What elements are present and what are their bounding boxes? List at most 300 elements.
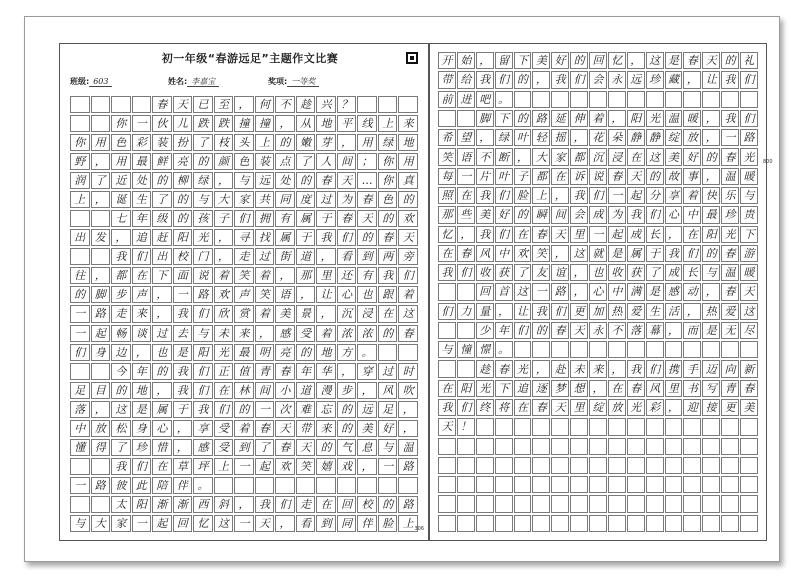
- grid-cell: ，: [702, 129, 720, 146]
- grid-cell: 家: [234, 191, 254, 208]
- grid-cell: 乐: [721, 187, 739, 204]
- grid-cell: 脸: [514, 187, 532, 204]
- right-page-number: 800: [763, 159, 773, 165]
- grid-cell: 的: [316, 439, 336, 456]
- grid-cell: 们: [495, 71, 513, 88]
- grid-cell: [551, 495, 569, 512]
- grid-cell: 叶: [495, 168, 513, 185]
- grid-cell: 沉: [589, 148, 607, 165]
- grid-cell: 带: [438, 71, 456, 88]
- grid-cell: 色: [111, 134, 131, 151]
- grid-cell: 下: [740, 226, 758, 243]
- grid-cell: 们: [457, 264, 475, 281]
- grid-cell: 光: [627, 399, 645, 416]
- grid-cell: [721, 476, 739, 493]
- grid-cell: 绽: [589, 399, 607, 416]
- grid-cell: 起: [255, 458, 275, 475]
- grid-cell: 撞: [234, 115, 254, 132]
- grid-cell: 让: [514, 303, 532, 320]
- grid-cell: 光: [721, 226, 739, 243]
- grid-cell: 方: [337, 344, 357, 361]
- grid-cell: 足: [70, 382, 90, 399]
- grid-cell: 温: [665, 110, 683, 127]
- grid-cell: 难: [296, 401, 316, 418]
- grid-cell: 赶: [152, 229, 172, 246]
- grid-cell: 上: [398, 515, 418, 532]
- grid-cell: 叶: [514, 129, 532, 146]
- grid-cell: 气: [337, 439, 357, 456]
- grid-cell: 珍: [721, 206, 739, 223]
- grid-cell: 心: [665, 206, 683, 223]
- grid-cell: 扮: [173, 134, 193, 151]
- grid-cell: 趁: [476, 360, 494, 377]
- grid-cell: 七: [111, 210, 131, 227]
- grid-cell: 着: [316, 325, 336, 342]
- grid-cell: [646, 457, 664, 474]
- grid-cell: 天: [702, 52, 720, 69]
- grid-cell: ，: [495, 303, 513, 320]
- grid-cell: 风: [476, 245, 494, 262]
- grid-cell: 们: [398, 267, 418, 284]
- grid-cell: 赏: [234, 305, 254, 322]
- grid-cell: 色: [234, 153, 254, 170]
- grid-cell: 浸: [357, 305, 377, 322]
- grid-cell: 在: [214, 382, 234, 399]
- grid-cell: 的: [514, 110, 532, 127]
- grid-cell: 温: [721, 264, 739, 281]
- grid-cell: 家: [551, 148, 569, 165]
- grid-cell: 渐: [173, 496, 193, 513]
- grid-cell: 值: [234, 363, 254, 380]
- grid-cell: [532, 457, 550, 474]
- grid-cell: 了: [514, 264, 532, 281]
- grid-cell: 青: [721, 380, 739, 397]
- grid-cell: [91, 210, 111, 227]
- grid-cell: 往: [70, 267, 90, 284]
- grid-cell: 暖: [740, 264, 758, 281]
- grid-cell: 是: [665, 52, 683, 69]
- grid-cell: 起: [91, 325, 111, 342]
- grid-cell: 头: [234, 134, 254, 151]
- grid-cell: [476, 438, 494, 455]
- grid-cell: 的: [702, 148, 720, 165]
- grid-cell: [646, 438, 664, 455]
- grid-cell: 分: [646, 187, 664, 204]
- grid-cell: 笑: [438, 148, 456, 165]
- grid-cell: 步: [111, 286, 131, 303]
- grid-cell: 间: [337, 153, 357, 170]
- grid-cell: 于: [296, 229, 316, 246]
- grid-cell: 着: [255, 305, 275, 322]
- grid-cell: 的: [296, 172, 316, 189]
- grid-cell: [514, 341, 532, 358]
- award-value: 一等奖: [287, 77, 319, 87]
- grid-cell: [589, 341, 607, 358]
- grid-cell: ，: [551, 187, 569, 204]
- grid-cell: ，: [702, 283, 720, 300]
- grid-cell: 天: [275, 420, 295, 437]
- grid-cell: 这: [740, 303, 758, 320]
- grid-cell: 不: [476, 148, 494, 165]
- grid-cell: 与: [193, 325, 213, 342]
- grid-cell: ，: [275, 515, 295, 532]
- grid-cell: [398, 96, 418, 113]
- grid-cell: 花: [589, 129, 607, 146]
- grid-cell: 坪: [193, 458, 213, 475]
- grid-cell: 两: [378, 248, 398, 265]
- grid-cell: 一: [132, 515, 152, 532]
- grid-cell: 为: [337, 191, 357, 208]
- grid-cell: [702, 341, 720, 358]
- grid-cell: 追: [514, 380, 532, 397]
- grid-cell: 携: [665, 360, 683, 377]
- grid-cell: 暖: [683, 110, 701, 127]
- grid-cell: ？: [337, 96, 357, 113]
- grid-cell: 今: [111, 363, 131, 380]
- grid-cell: [357, 96, 377, 113]
- grid-cell: 春: [721, 245, 739, 262]
- grid-cell: 找: [255, 229, 275, 246]
- grid-cell: 绽: [665, 129, 683, 146]
- grid-cell: 儿: [173, 115, 193, 132]
- grid-cell: 于: [316, 210, 336, 227]
- grid-cell: [740, 457, 758, 474]
- grid-cell: 追: [132, 229, 152, 246]
- grid-cell: [627, 515, 645, 532]
- grid-cell: [665, 438, 683, 455]
- grid-cell: 是: [646, 283, 664, 300]
- grid-cell: 春: [532, 226, 550, 243]
- grid-cell: 接: [702, 399, 720, 416]
- grid-cell: 会: [570, 206, 588, 223]
- grid-cell: 与: [378, 439, 398, 456]
- grid-cell: [665, 495, 683, 512]
- grid-cell: 满: [627, 283, 645, 300]
- grid-cell: 柳: [173, 172, 193, 189]
- grid-cell: [627, 495, 645, 512]
- grid-cell: 处: [132, 172, 152, 189]
- grid-cell: 更: [570, 303, 588, 320]
- grid-cell: 春: [275, 439, 295, 456]
- grid-cell: [514, 515, 532, 532]
- grid-cell: 的: [702, 245, 720, 262]
- left-page-number: 306: [414, 526, 424, 532]
- grid-cell: 到: [316, 515, 336, 532]
- grid-cell: [721, 418, 739, 435]
- grid-cell: 渐: [152, 496, 172, 513]
- grid-cell: 一: [255, 401, 275, 418]
- grid-cell: 回: [337, 496, 357, 513]
- grid-cell: 放: [91, 420, 111, 437]
- grid-cell: 我: [721, 110, 739, 127]
- grid-cell: 我: [476, 71, 494, 88]
- grid-cell: 发: [91, 229, 111, 246]
- grid-cell: 兴: [316, 96, 336, 113]
- grid-cell: 们: [683, 245, 701, 262]
- grid-cell: 们: [214, 401, 234, 418]
- grid-cell: 天: [438, 418, 456, 435]
- grid-cell: [457, 457, 475, 474]
- grid-cell: [316, 477, 336, 494]
- grid-cell: 中: [70, 420, 90, 437]
- grid-cell: 在: [551, 168, 569, 185]
- grid-cell: [514, 495, 532, 512]
- grid-cell: [570, 341, 588, 358]
- grid-cell: 松: [111, 420, 131, 437]
- grid-cell: [608, 341, 626, 358]
- grid-cell: 欢: [214, 286, 234, 303]
- grid-cell: 颜: [214, 153, 234, 170]
- grid-cell: [70, 115, 90, 132]
- grid-cell: 于: [173, 401, 193, 418]
- grid-cell: [476, 418, 494, 435]
- grid-cell: 了: [193, 134, 213, 151]
- grid-cell: 永: [608, 71, 626, 88]
- grid-cell: ，: [457, 226, 475, 243]
- grid-cell: 路: [740, 129, 758, 146]
- grid-cell: 梦: [551, 380, 569, 397]
- grid-cell: 迈: [702, 360, 720, 377]
- grid-cell: 润: [70, 172, 90, 189]
- grid-cell: 落: [627, 322, 645, 339]
- grid-cell: 成: [665, 264, 683, 281]
- grid-cell: 在: [132, 267, 152, 284]
- grid-cell: 我: [316, 229, 336, 246]
- grid-cell: 笑: [296, 458, 316, 475]
- grid-cell: 子: [514, 168, 532, 185]
- grid-cell: ，: [570, 283, 588, 300]
- grid-cell: 地: [398, 134, 418, 151]
- grid-cell: 起: [608, 226, 626, 243]
- class-field: [70, 76, 112, 87]
- grid-cell: 草: [173, 458, 193, 475]
- grid-cell: 最: [234, 344, 254, 361]
- grid-cell: 们: [457, 399, 475, 416]
- grid-cell: 礼: [740, 52, 758, 69]
- grid-cell: ，: [316, 305, 336, 322]
- grid-cell: 天: [398, 229, 418, 246]
- grid-cell: 。: [193, 477, 213, 494]
- grid-cell: 的: [357, 229, 377, 246]
- grid-cell: 长: [683, 264, 701, 281]
- grid-cell: 们: [193, 363, 213, 380]
- grid-cell: 阳: [702, 226, 720, 243]
- grid-cell: 享: [193, 420, 213, 437]
- grid-cell: 拥: [255, 210, 275, 227]
- grid-cell: 绿: [495, 129, 513, 146]
- grid-cell: 点: [275, 153, 295, 170]
- grid-cell: [683, 495, 701, 512]
- grid-cell: 天: [337, 172, 357, 189]
- grid-cell: [589, 438, 607, 455]
- grid-cell: 们: [495, 187, 513, 204]
- grid-cell: [132, 96, 152, 113]
- grid-cell: 更: [721, 399, 739, 416]
- grid-cell: 芽: [316, 134, 336, 151]
- grid-cell: 上: [255, 134, 275, 151]
- grid-cell: [438, 438, 456, 455]
- grid-cell: 太: [111, 496, 131, 513]
- grid-cell: 的: [173, 210, 193, 227]
- grid-cell: 道: [296, 248, 316, 265]
- grid-cell: 面: [173, 267, 193, 284]
- grid-cell: 首: [495, 283, 513, 300]
- grid-cell: 片: [476, 168, 494, 185]
- grid-cell: 也: [152, 344, 172, 361]
- grid-cell: 边: [111, 344, 131, 361]
- grid-cell: 说: [589, 168, 607, 185]
- grid-cell: 这: [646, 148, 664, 165]
- grid-cell: 从: [296, 115, 316, 132]
- grid-cell: 诉: [570, 168, 588, 185]
- grid-cell: [589, 91, 607, 108]
- grid-cell: 我: [721, 71, 739, 88]
- grid-cell: 平: [337, 115, 357, 132]
- grid-cell: 加: [589, 303, 607, 320]
- grid-cell: 目: [91, 382, 111, 399]
- grid-cell: 于: [646, 245, 664, 262]
- grid-cell: 去: [173, 325, 193, 342]
- grid-cell: 心: [152, 420, 172, 437]
- grid-cell: [457, 110, 475, 127]
- name-value: 李嘉宝: [187, 77, 219, 87]
- grid-cell: [683, 476, 701, 493]
- grid-cell: 在: [438, 245, 456, 262]
- grid-cell: 天: [551, 226, 569, 243]
- grid-cell: [457, 495, 475, 512]
- grid-cell: 手: [683, 360, 701, 377]
- grid-cell: 春: [532, 399, 550, 416]
- grid-cell: 回: [476, 283, 494, 300]
- grid-cell: 大: [91, 515, 111, 532]
- grid-cell: 的: [378, 210, 398, 227]
- grid-cell: 少: [476, 322, 494, 339]
- grid-cell: [702, 476, 720, 493]
- grid-cell: ，: [665, 226, 683, 243]
- grid-cell: 你: [378, 153, 398, 170]
- grid-cell: [551, 476, 569, 493]
- grid-cell: ，: [173, 439, 193, 456]
- grid-cell: 温: [721, 168, 739, 185]
- grid-cell: 地: [316, 344, 336, 361]
- grid-cell: 步: [337, 382, 357, 399]
- grid-cell: 走: [296, 496, 316, 513]
- grid-cell: 前: [438, 91, 456, 108]
- grid-cell: 斜: [214, 496, 234, 513]
- grid-cell: [740, 341, 758, 358]
- grid-cell: 我: [173, 305, 193, 322]
- grid-cell: 天: [551, 399, 569, 416]
- grid-cell: 天: [173, 96, 193, 113]
- grid-cell: [532, 495, 550, 512]
- grid-cell: 街: [275, 248, 295, 265]
- grid-cell: ，: [111, 229, 131, 246]
- grid-cell: 与: [234, 172, 254, 189]
- grid-cell: 们: [646, 360, 664, 377]
- grid-cell: 了: [296, 153, 316, 170]
- grid-cell: 春: [337, 210, 357, 227]
- grid-cell: ，: [214, 248, 234, 265]
- grid-cell: 的: [646, 168, 664, 185]
- grid-cell: 一: [589, 226, 607, 243]
- grid-cell: 生: [646, 303, 664, 320]
- grid-cell: 用: [91, 134, 111, 151]
- grid-cell: [91, 496, 111, 513]
- grid-cell: 看: [337, 248, 357, 265]
- grid-cell: 里: [570, 226, 588, 243]
- grid-cell: 希: [438, 129, 456, 146]
- grid-cell: [514, 476, 532, 493]
- grid-cell: 这: [214, 515, 234, 532]
- grid-cell: 让: [702, 71, 720, 88]
- grid-cell: 收: [476, 264, 494, 281]
- grid-cell: 嫩: [296, 134, 316, 151]
- grid-cell: 装: [152, 134, 172, 151]
- grid-cell: ，: [357, 382, 377, 399]
- grid-cell: 声: [234, 286, 254, 303]
- grid-cell: 的: [378, 325, 398, 342]
- name-field: [168, 76, 219, 87]
- grid-cell: 谈: [132, 325, 152, 342]
- grid-cell: 阳: [457, 380, 475, 397]
- grid-cell: 照: [438, 187, 456, 204]
- grid-cell: 间: [551, 206, 569, 223]
- grid-cell: [665, 457, 683, 474]
- grid-cell: 终: [476, 399, 494, 416]
- grid-cell: 一: [457, 168, 475, 185]
- grid-cell: [627, 438, 645, 455]
- grid-cell: ，: [296, 286, 316, 303]
- grid-cell: 下: [495, 380, 513, 397]
- grid-cell: 嬉: [316, 458, 336, 475]
- grid-cell: 我: [570, 187, 588, 204]
- grid-cell: 西: [193, 496, 213, 513]
- grid-cell: 用: [398, 153, 418, 170]
- grid-cell: 趁: [296, 96, 316, 113]
- grid-cell: 年: [296, 363, 316, 380]
- grid-cell: 开: [438, 52, 456, 69]
- grid-cell: 中: [608, 283, 626, 300]
- grid-cell: 里: [570, 399, 588, 416]
- class-value: 603: [89, 77, 112, 87]
- grid-cell: ，: [91, 191, 111, 208]
- grid-cell: 色: [378, 191, 398, 208]
- grid-cell: [495, 515, 513, 532]
- grid-cell: 珍: [646, 71, 664, 88]
- grid-cell: 收: [608, 264, 626, 281]
- grid-cell: 吧: [476, 91, 494, 108]
- grid-cell: 的: [111, 382, 131, 399]
- grid-cell: ，: [91, 267, 111, 284]
- page-title: 初一年级“春游远足”主题作文比赛: [161, 52, 339, 65]
- grid-cell: 一: [234, 515, 254, 532]
- grid-cell: [740, 476, 758, 493]
- name-label: 姓名:: [168, 77, 188, 86]
- grid-cell: [70, 458, 90, 475]
- grid-cell: 有: [275, 210, 295, 227]
- grid-cell: ，: [398, 401, 418, 418]
- grid-cell: 在: [608, 380, 626, 397]
- grid-cell: 一: [70, 477, 90, 494]
- grid-cell: 们: [740, 110, 758, 127]
- grid-cell: 我: [627, 360, 645, 377]
- grid-cell: 美: [665, 148, 683, 165]
- grid-cell: 友: [532, 264, 550, 281]
- grid-cell: 过: [255, 248, 275, 265]
- student-info-row: [70, 74, 410, 90]
- grid-cell: 都: [111, 267, 131, 284]
- grid-cell: 给: [457, 71, 475, 88]
